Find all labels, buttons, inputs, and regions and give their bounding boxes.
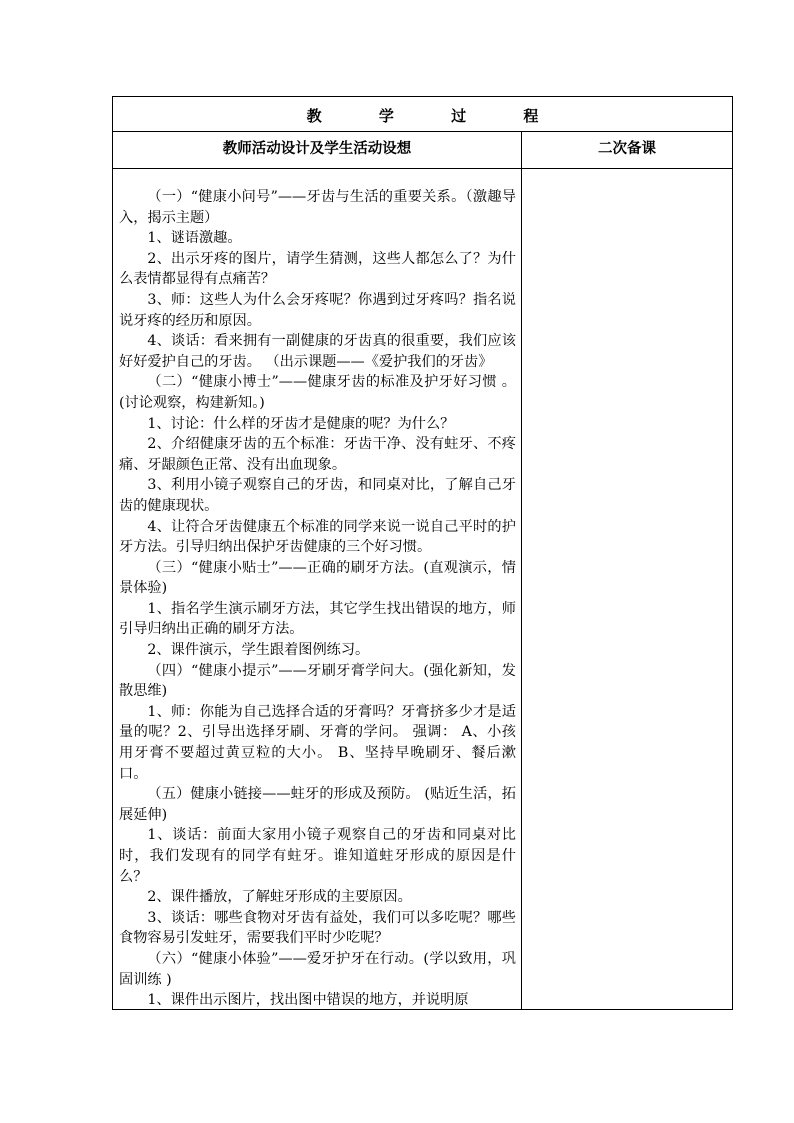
section-2-step-2: 2、介绍健康牙齿的五个标准：牙齿干净、没有蛀牙、不疼痛、牙龈颜色正常、没有出血现象。 bbox=[119, 436, 516, 473]
section-2-step-3: 3、利用小镜子观察自己的牙齿，和同桌对比，了解自己牙齿的健康现状。 bbox=[119, 477, 516, 514]
table-title: 教 学 过 程 bbox=[306, 107, 539, 125]
second-preparation-cell bbox=[522, 169, 732, 1009]
activity-paragraphs bbox=[119, 187, 516, 1009]
section-6-step-1: 1、课件出示图片，找出图中错误的地方，并说明原 bbox=[147, 992, 469, 1009]
section-5-step-3: 3、谈话：哪些食物对牙齿有益处，我们可以多吃呢？哪些食物容易引发蛀牙，需要我们平时少吃呢？ bbox=[119, 909, 516, 947]
section-1-step-3: 3、师：这些人为什么会牙疼呢？你遇到过牙疼吗？指名说说牙疼的经历和原因。 bbox=[119, 291, 516, 329]
section-3-heading: （三）“健康小贴士”——正确的刷牙方法。(直观演示，情景体验) bbox=[119, 559, 516, 597]
section-4-steps: 1、师：你能为自己选择合适的牙膏吗？牙膏挤多少才是适量的呢？2、引导出选择牙刷、牙膏的学问。 强调： A、小孩用牙膏不要超过黄豆粒的大小。 B、坚持早晚刷牙、餐后漱口。 bbox=[119, 703, 516, 782]
table-header-row bbox=[113, 132, 732, 169]
section-3-step-1: 1、指名学生演示刷牙方法，其它学生找出错误的地方，师引导归纳出正确的刷牙方法。 bbox=[119, 600, 516, 638]
section-5-step-2: 2、课件播放，了解蛀牙形成的主要原因。 bbox=[147, 889, 412, 906]
section-1-heading: （一）“健康小问号”——牙齿与生活的重要关系。（激趣导入，揭示主题） bbox=[119, 189, 516, 226]
table-title-row bbox=[113, 97, 732, 132]
section-1-step-1: 1、谜语激趣。 bbox=[147, 230, 242, 247]
lesson-plan-table bbox=[112, 96, 733, 1010]
second-preparation-header: 二次备课 bbox=[598, 140, 656, 157]
section-4-heading: （四）“健康小提示”——牙刷牙膏学问大。(强化新知，发散思维) bbox=[119, 662, 516, 700]
teacher-activity-header: 教师活动设计及学生活动设想 bbox=[113, 132, 522, 168]
section-5-heading: （五）健康小链接——蛀牙的形成及预防。 (贴近生活，拓展延伸) bbox=[119, 786, 516, 823]
section-6-heading: （六）“健康小体验”——爱牙护牙在行动。(学以致用，巩固训练 ) bbox=[119, 950, 516, 988]
section-1-step-2: 2、出示牙疼的图片，请学生猜测，这些人都怎么了？为什么表情都显得有点痛苦？ bbox=[119, 250, 516, 288]
section-1-step-4: 4、谈话：看来拥有一副健康的牙齿真的很重要，我们应该好好爱护自己的牙齿。 （出示课题——《爱护我们的牙齿》 bbox=[119, 333, 516, 370]
section-5-step-1: 1、谈话：前面大家用小镜子观察自己的牙齿和同桌对比时，我们发现有的同学有蛀牙。谁知道蛀牙形成的原因是什么？ bbox=[119, 827, 516, 885]
section-2-step-4: 4、让符合牙齿健康五个标准的同学来说一说自己平时的护牙方法。引导归纳出保护牙齿健康的三个好习惯。 bbox=[119, 518, 516, 556]
section-2-heading: （二）“健康小博士”——健康牙齿的标准及护牙好习惯 。(讨论观察，构建新知。) bbox=[119, 374, 516, 411]
teacher-activity-cell bbox=[113, 169, 522, 1009]
section-3-step-2: 2、课件演示，学生跟着图例练习。 bbox=[147, 642, 370, 659]
section-2-step-1: 1、讨论：什么样的牙齿才是健康的呢？为什么？ bbox=[147, 415, 455, 432]
